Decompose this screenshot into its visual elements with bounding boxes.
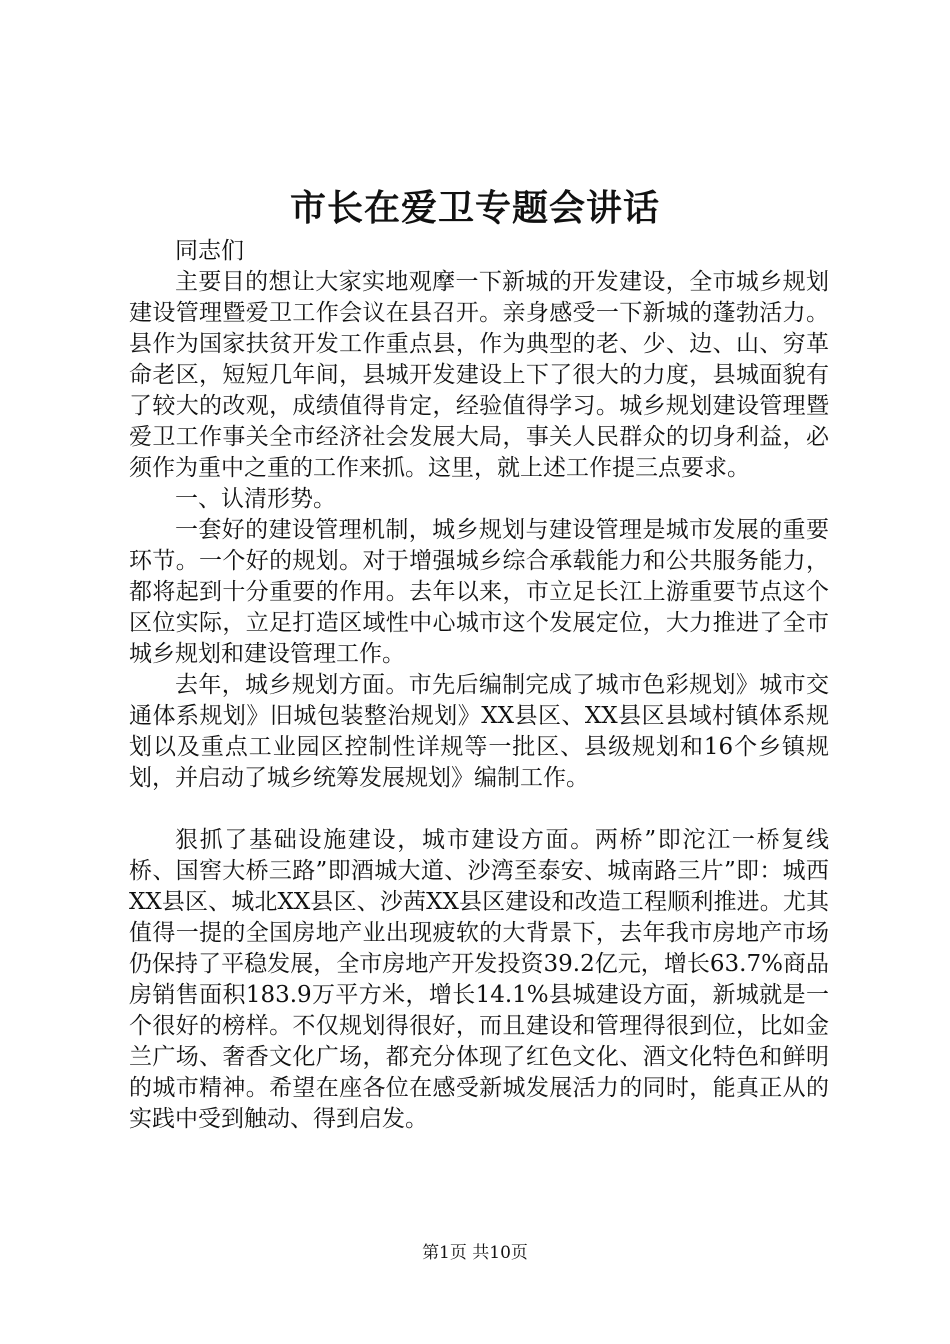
section-heading-1: 一、认清形势。	[175, 486, 336, 512]
paragraph-gap	[129, 794, 829, 825]
document-title: 市长在爱卫专题会讲话	[289, 187, 660, 229]
document-body	[129, 236, 829, 1135]
page-number: 第1页 共10页	[422, 1243, 528, 1263]
paragraph-mechanism: 一套好的建设管理机制，城乡规划与建设管理是城市发展的重要环节。一个好的规划。对于增强城乡综合承载能力和公共服务能力，都将起到十分重要的作用。去年以来，市立足长江上游重要节点这个区位实际，立足打造区域性中心城市这个发展定位，大力推进了全市城乡规划和建设管理工作。	[129, 517, 829, 667]
paragraph-intro: 主要目的想让大家实地观摩一下新城的开发建设，全市城乡规划建设管理暨爱卫工作会议在县召开。亲身感受一下新城的蓬勃活力。县作为国家扶贫开发工作重点县，作为典型的老、少、边、山、穷革命老区，短短几年间，县城开发建设上下了很大的力度，县城面貌有了较大的改观，成绩值得肯定，经验值得学习。城乡规划建设管理暨爱卫工作事关全市经济社会发展大局，事关人民群众的切身利益，必须作为重中之重的工作来抓。这里，就上述工作提三点要求。	[129, 269, 829, 481]
salutation: 同志们	[175, 238, 244, 264]
paragraph-construction: 狠抓了基础设施建设，城市建设方面。两桥”即沱江一桥复线桥、国窖大桥三路”即酒城大道、沙湾至泰安、城南路三片”即：城西XX县区、城北XX县区、沙茜XX县区建设和改造工程顺利推进。尤其值得一提的全国房地产业出现疲软的大背景下，去年我市房地产市场仍保持了平稳发展，全市房地产开发投资39.2亿元，增长63.7%商品房销售面积183.9万平方米，增长14.1%县城建设方面，新城就是一个很好的榜样。不仅规划得很好，而且建设和管理得很到位，比如金兰广场、奢香文化广场，都充分体现了红色文化、酒文化特色和鲜明的城市精神。希望在座各位在感受新城发展活力的同时，能真正从的实践中受到触动、得到启发。	[129, 827, 829, 1132]
paragraph-planning: 去年，城乡规划方面。市先后编制完成了城市色彩规划》城市交通体系规划》旧城包装整治规划》XX县区、XX县区县域村镇体系规划以及重点工业园区控制性详规等一批区、县级规划和16个乡镇规划，并启动了城乡统筹发展规划》编制工作。	[129, 672, 829, 791]
